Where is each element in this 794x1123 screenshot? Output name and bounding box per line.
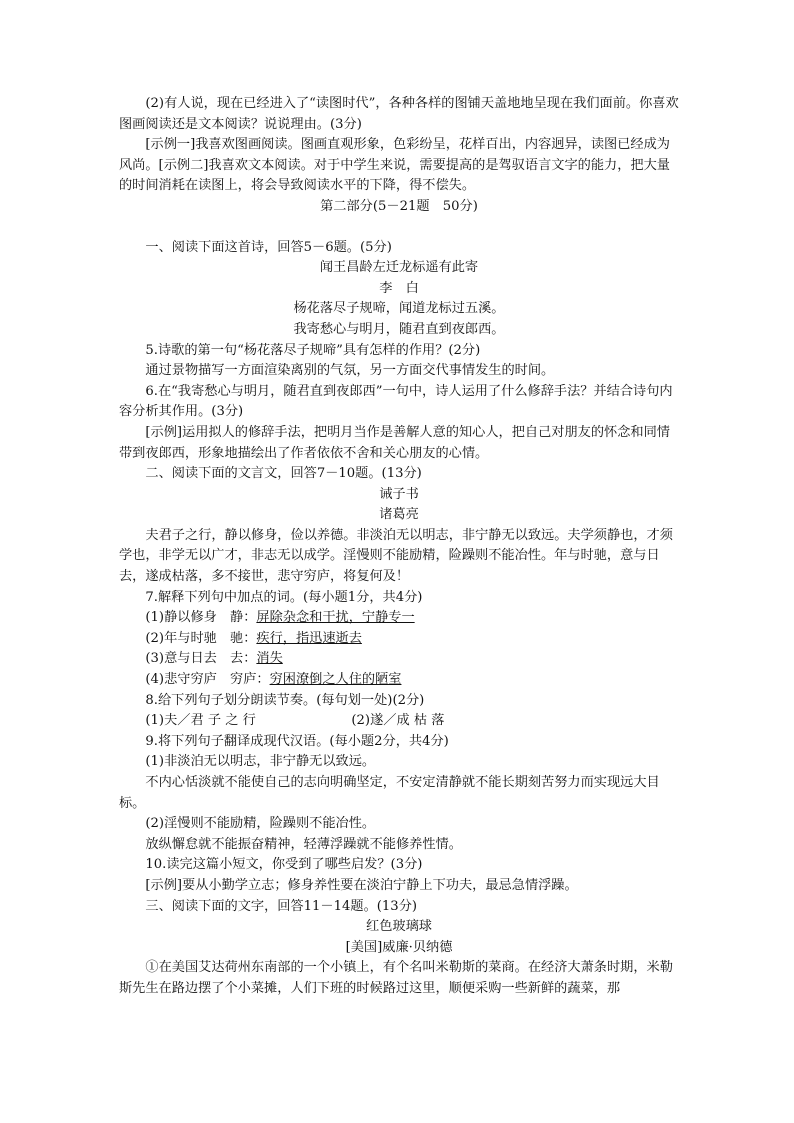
q7-item-1 <box>119 608 679 629</box>
q7-item-text: (2)年与时驰 驰： <box>145 630 257 646</box>
classical-text-title: 诫子书 <box>379 486 419 502</box>
question-6: 6.在“我寄愁心与明月，随君直到夜郎西”一句中，诗人运用了什么修辞手法？并结合诗句内容分析其作用。(3分) <box>119 383 673 420</box>
q7-item-answer: 消失 <box>256 651 283 667</box>
spacer <box>119 218 679 238</box>
document-page <box>119 94 679 1000</box>
answer-5: 通过景物描写一方面渲染离别的气氛，另一方面交代事情发生的时间。 <box>145 363 555 379</box>
q8-item-1: (1)夫／君 子 之 行 <box>145 713 256 729</box>
q7-item-text: (4)悲守穷庐 穷庐： <box>145 672 270 688</box>
q8-items <box>119 711 679 732</box>
q7-item-answer: 屏除杂念和干扰，宁静专一 <box>256 610 415 626</box>
q7-item-3 <box>119 649 679 670</box>
question-5: 5.诗歌的第一句“杨花落尽子规啼”具有怎样的作用？(2分) <box>145 342 481 358</box>
question-9: 9.将下列句子翻译成现代汉语。(每小题2分，共4分) <box>145 733 449 749</box>
answer-2: [示例一]我喜欢图画阅读。图画直观形象，色彩纷呈，花样百出，内容迥异，读图已经成为风尚。[示例二]我喜欢文本阅读。对于中学生来说，需要提高的是驾驭语言文字的能力，把大量的时间消耗在读图上，将会导致阅读水平的下降，得不偿失。 <box>119 137 670 194</box>
question-2: (2)有人说，现在已经进入了“读图时代”，各种各样的图铺天盖地地呈现在我们面前。你喜欢图画阅读还是文本阅读？说说理由。(3分) <box>119 96 679 132</box>
poem-line-2: 我寄愁心与明月，随君直到夜郎西。 <box>293 321 505 337</box>
question-8: 8.给下列句子划分朗读节奏。(每句划一处)(2分) <box>145 692 425 708</box>
part-two-title: 第二部分(5－21题 50分) <box>320 198 478 214</box>
answer-6: [示例]运用拟人的修辞手法，把明月当作是善解人意的知心人，把自己对朋友的怀念和同情带到夜郎西，形象地描绘出了作者依依不舍和关心朋友的心情。 <box>119 424 670 461</box>
q7-item-text: (1)静以修身 静： <box>145 610 257 626</box>
story-author: [美国]威廉·贝纳德 <box>345 939 453 955</box>
classical-text-body: 夫君子之行，静以修身，俭以养德。非淡泊无以明志，非宁静无以致远。夫学须静也，才须学也，非学无以广才，非志无以成学。淫慢则不能励精，险躁则不能冶性。年与时驰，意与日去，遂成枯落，多不接世，悲守穷庐，将复何及！ <box>119 527 673 585</box>
q8-item-2: (2)遂／成 枯 落 <box>351 713 445 729</box>
q7-item-answer: 疾行，指迅速逝去 <box>256 630 362 646</box>
answer-10: [示例]要从小勤学立志；修身养性要在淡泊宁静上下功夫，最忌急情浮躁。 <box>145 877 578 893</box>
section-3-heading: 三、阅读下面的文字，回答11－14题。(13分) <box>145 898 418 914</box>
q9-answer-1: 不内心恬淡就不能使自己的志向明确坚定，不安定清静就不能长期刻苦努力而实现远大目标。 <box>119 775 660 811</box>
q7-item-answer: 穷困潦倒之人住的陋室 <box>269 672 402 688</box>
section-1-heading: 一、阅读下面这首诗，回答5－6题。(5分) <box>145 239 392 255</box>
q9-sentence-2: (2)淫慢则不能励精，险躁则不能冶性。 <box>145 816 376 832</box>
story-paragraph-1: ①在美国艾达荷州东南部的一个小镇上，有个名叫米勒斯的菜商。在经济大萧条时期，米勒斯先生在路边摆了个小菜摊，人们下班的时候路过这里，顺便采购一些新鲜的蔬菜，那 <box>119 960 673 996</box>
classical-text-author: 诸葛亮 <box>379 507 419 523</box>
section-2-heading: 二、阅读下面的文言文，回答7－10题。(13分) <box>145 466 422 482</box>
poem-title: 闻王昌龄左迁龙标遥有此寄 <box>319 260 479 276</box>
poem-line-1: 杨花落尽子规啼，闻道龙标过五溪。 <box>293 301 505 317</box>
poem-author: 李 白 <box>379 280 419 296</box>
q7-item-4 <box>119 670 679 691</box>
q7-item-2 <box>119 629 679 650</box>
question-7: 7.解释下列句中加点的词。(每小题1分，共4分) <box>145 589 423 605</box>
story-title: 红色玻璃球 <box>366 919 432 935</box>
question-10: 10.读完这篇小短文，你受到了哪些启发？(3分) <box>145 857 423 873</box>
q9-answer-2: 放纵懈怠就不能振奋精神，轻薄浮躁就不能修养性情。 <box>145 836 462 852</box>
q7-item-text: (3)意与日去 去： <box>145 651 257 667</box>
q9-sentence-1: (1)非淡泊无以明志，非宁静无以致远。 <box>145 754 376 770</box>
